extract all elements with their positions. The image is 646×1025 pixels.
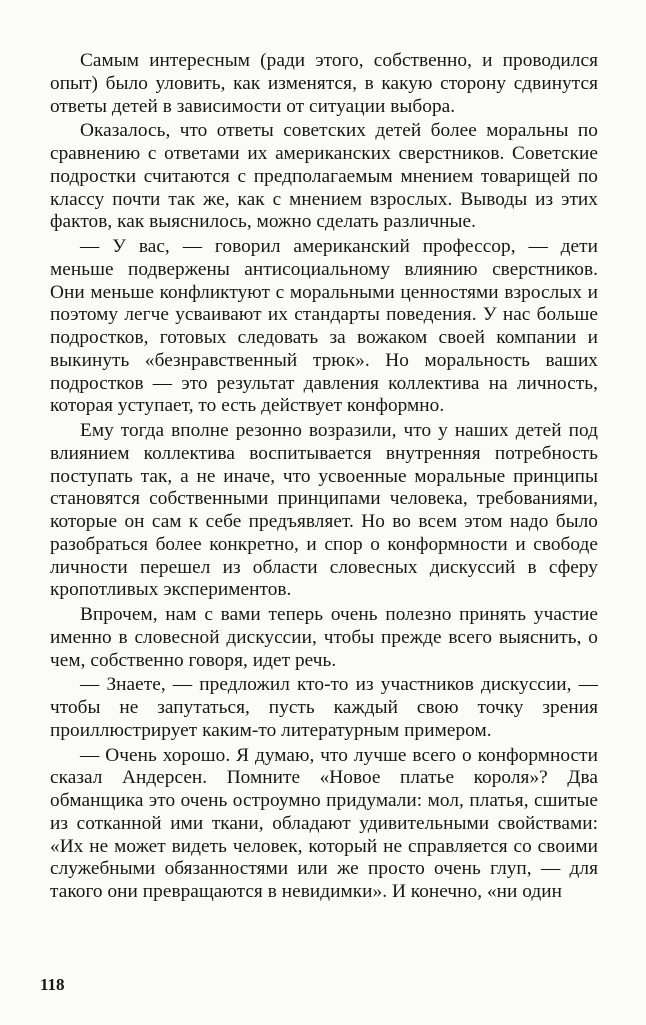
paragraph-7: — Очень хорошо. Я думаю, что лучше всего о конформности сказал Андерсен. Помните «Новое платье короля»? Два обманщика это очень остроумно придумали: мол, платья, сшитые из сотканной ими ткани, обладают удивительными свойствами: «Их не может видеть человек, который не справляется со своими служебными обязанностями или же просто очень глуп, — для такого они превращаются в невидимки». И конечно, «ни один: [50, 744, 598, 902]
paragraph-6: — Знаете, — предложил кто-то из участников дискуссии, — чтобы не запутаться, пусть каждый свою точку зрения проиллюстрирует каким-то литературным примером.: [50, 674, 598, 741]
paragraph-4: Ему тогда вполне резонно возразили, что у наших детей под влиянием коллектива воспитывается внутренняя потребность поступать так, а не иначе, что усвоенные моральные принципы становятся собственными принципами человека, требованиями, которые он сам к себе предъявляет. Но во всем этом надо было разобраться более конкретно, и спор о конформности и свободе личности перешел из области словесных дискуссий в сферу кропотливых экспериментов.: [50, 420, 598, 601]
paragraph-2: Оказалось, что ответы советских детей более моральны по сравнению с ответами их американских сверстников. Советские подростки считаются с предполагаемым мнением товарищей по классу почти так же, как с мнением взрослых. Выводы из этих фактов, как выяснилось, можно сделать различные.: [50, 120, 598, 233]
paragraph-3: — У вас, — говорил американский профессор, — дети меньше подвержены антисоциальному влиянию сверстников. Они меньше конфликтуют с моральными ценностями взрослых и поэтому легче усваивают их стандарты поведения. У нас больше подростков, готовых следовать за вожаком своей компании и выкинуть «безнравственный трюк». Но моральность ваших подростков — это результат давления коллектива на личность, которая уступает, то есть действует конформно.: [50, 236, 598, 417]
page-number: 118: [40, 975, 65, 994]
paragraph-5: Впрочем, нам с вами теперь очень полезно принять участие именно в словесной дискуссии, чтобы прежде всего выяснить, о чем, собственно говоря, идет речь.: [50, 604, 598, 671]
paragraph-1: Самым интересным (ради этого, собственно, и проводился опыт) было уловить, как изменятся, в какую сторону сдвинутся ответы детей в зависимости от ситуации выбора.: [50, 50, 598, 117]
body-text: [50, 50, 598, 904]
